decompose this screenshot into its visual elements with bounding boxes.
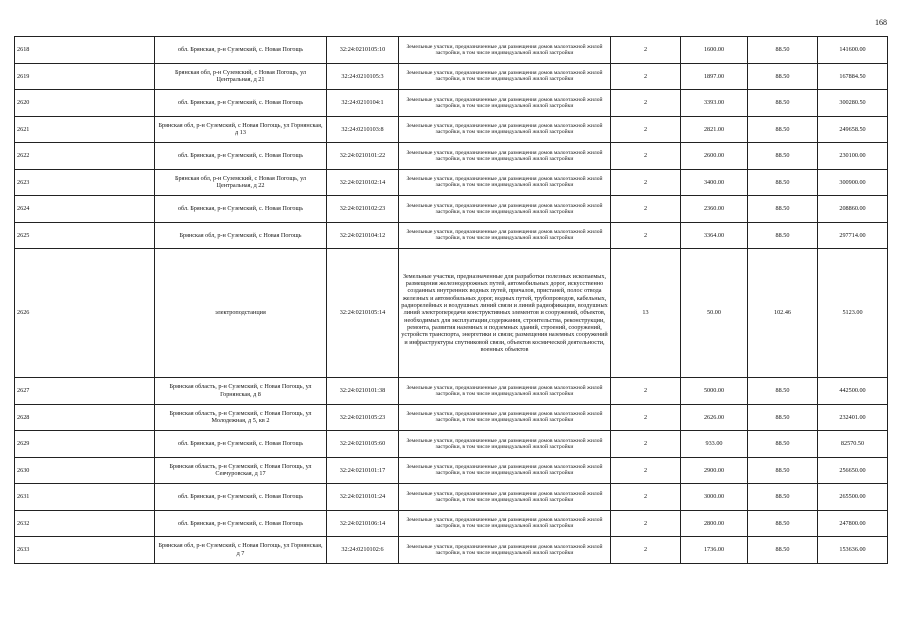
table-row xyxy=(15,143,888,170)
cadastral-number-cell: 32:24:0210101:17 xyxy=(327,457,399,484)
table-row xyxy=(15,484,888,511)
address-cell: обл. Брянская, р-н Суземский, с. Новая Погощь xyxy=(155,90,327,117)
cadastral-value-cell: 265500.00 xyxy=(818,484,888,511)
area-cell: 2626.00 xyxy=(681,404,748,431)
row-number-cell: 2628 xyxy=(15,404,155,431)
page-number: 168 xyxy=(875,18,887,27)
cadastral-number-cell: 32:24:0210101:38 xyxy=(327,378,399,405)
table-row xyxy=(15,404,888,431)
category-code-cell: 2 xyxy=(611,404,681,431)
cadastral-value-cell: 153636.00 xyxy=(818,537,888,564)
area-cell: 2821.00 xyxy=(681,116,748,143)
row-number-cell: 2623 xyxy=(15,169,155,196)
table-row xyxy=(15,537,888,564)
rate-cell: 88.50 xyxy=(748,143,818,170)
cadastral-value-cell: 5123.00 xyxy=(818,249,888,378)
cadastral-number-cell: 32:24:0210102:14 xyxy=(327,169,399,196)
rate-cell: 88.50 xyxy=(748,196,818,223)
row-number-cell: 2629 xyxy=(15,431,155,458)
cadastral-number-cell: 32:24:0210102:6 xyxy=(327,537,399,564)
table-row xyxy=(15,431,888,458)
address-cell: обл. Брянская, р-н Суземский, с. Новая Погощь xyxy=(155,37,327,64)
row-number-cell: 2620 xyxy=(15,90,155,117)
rate-cell: 88.50 xyxy=(748,90,818,117)
row-number-cell: 2624 xyxy=(15,196,155,223)
cadastral-number-cell: 32:24:0210102:23 xyxy=(327,196,399,223)
cadastral-value-cell: 167884.50 xyxy=(818,63,888,90)
rate-cell: 88.50 xyxy=(748,378,818,405)
table-row xyxy=(15,457,888,484)
category-code-cell: 13 xyxy=(611,249,681,378)
cadastral-value-cell: 230100.00 xyxy=(818,143,888,170)
cadastral-number-cell: 32:24:0210101:22 xyxy=(327,143,399,170)
category-code-cell: 2 xyxy=(611,143,681,170)
area-cell: 2600.00 xyxy=(681,143,748,170)
rate-cell: 88.50 xyxy=(748,484,818,511)
table-row xyxy=(15,510,888,537)
land-category-cell: Земельные участки, предназначенные для размещения домов малоэтажной жилой застройки, в том числе индивидуальной жилой застройки xyxy=(399,484,611,511)
land-category-cell: Земельные участки, предназначенные для размещения домов малоэтажной жилой застройки, в том числе индивидуальной жилой застройки xyxy=(399,63,611,90)
address-cell: Брянская область, р-н Суземский, с Новая Погощь, ул Горнянская, д 8 xyxy=(155,378,327,405)
area-cell: 2800.00 xyxy=(681,510,748,537)
land-category-cell: Земельные участки, предназначенные для размещения домов малоэтажной жилой застройки, в том числе индивидуальной жилой застройки xyxy=(399,143,611,170)
rate-cell: 88.50 xyxy=(748,537,818,564)
category-code-cell: 2 xyxy=(611,63,681,90)
cadastral-number-cell: 32:24:0210105:10 xyxy=(327,37,399,64)
cadastral-value-cell: 297714.00 xyxy=(818,222,888,249)
cadastral-number-cell: 32:24:0210103:8 xyxy=(327,116,399,143)
table-row xyxy=(15,249,888,378)
address-cell: Брянская обл, р-н Суземский, с Новая Погощь, ул Центральная, д 21 xyxy=(155,63,327,90)
cadastral-value-cell: 300900.00 xyxy=(818,169,888,196)
address-cell: электроподстанция xyxy=(155,249,327,378)
address-cell: обл. Брянская, р-н Суземский, с. Новая Погощь xyxy=(155,510,327,537)
rate-cell: 88.50 xyxy=(748,457,818,484)
land-category-cell: Земельные участки, предназначенные для размещения домов малоэтажной жилой застройки, в том числе индивидуальной жилой застройки xyxy=(399,537,611,564)
cadastral-value-cell: 208860.00 xyxy=(818,196,888,223)
cadastral-value-cell: 82570.50 xyxy=(818,431,888,458)
area-cell: 3400.00 xyxy=(681,169,748,196)
address-cell: Брянская обл, р-н Суземский, с Новая Погощь, ул Центральная, д 22 xyxy=(155,169,327,196)
row-number-cell: 2622 xyxy=(15,143,155,170)
cadastral-value-cell: 300280.50 xyxy=(818,90,888,117)
rate-cell: 88.50 xyxy=(748,169,818,196)
table-row xyxy=(15,196,888,223)
rate-cell: 88.50 xyxy=(748,510,818,537)
land-category-cell: Земельные участки, предназначенные для размещения домов малоэтажной жилой застройки, в том числе индивидуальной жилой застройки xyxy=(399,378,611,405)
land-category-cell: Земельные участки, предназначенные для размещения домов малоэтажной жилой застройки, в том числе индивидуальной жилой застройки xyxy=(399,510,611,537)
row-number-cell: 2619 xyxy=(15,63,155,90)
cadastral-number-cell: 32:24:0210101:24 xyxy=(327,484,399,511)
table-row xyxy=(15,169,888,196)
table-row xyxy=(15,378,888,405)
address-cell: обл. Брянская, р-н Суземский, с. Новая Погощь xyxy=(155,484,327,511)
rate-cell: 102.46 xyxy=(748,249,818,378)
cadastral-value-cell: 141600.00 xyxy=(818,37,888,64)
cadastral-number-cell: 32:24:0210105:23 xyxy=(327,404,399,431)
row-number-cell: 2630 xyxy=(15,457,155,484)
table-row xyxy=(15,90,888,117)
land-category-cell: Земельные участки, предназначенные для размещения домов малоэтажной жилой застройки, в том числе индивидуальной жилой застройки xyxy=(399,169,611,196)
address-cell: Брянская обл, р-н Суземский, с Новая Погощь, ул Горнянская, д 7 xyxy=(155,537,327,564)
row-number-cell: 2627 xyxy=(15,378,155,405)
rate-cell: 88.50 xyxy=(748,222,818,249)
category-code-cell: 2 xyxy=(611,90,681,117)
row-number-cell: 2618 xyxy=(15,37,155,64)
table-row xyxy=(15,37,888,64)
land-category-cell: Земельные участки, предназначенные для размещения домов малоэтажной жилой застройки, в том числе индивидуальной жилой застройки xyxy=(399,431,611,458)
row-number-cell: 2626 xyxy=(15,249,155,378)
address-cell: Брянская обл, р-н Суземский, с Новая Погощь, ул Горнянская, д 13 xyxy=(155,116,327,143)
address-cell: обл. Брянская, р-н Суземский, с. Новая Погощь xyxy=(155,196,327,223)
area-cell: 1897.00 xyxy=(681,63,748,90)
category-code-cell: 2 xyxy=(611,378,681,405)
cadastral-value-cell: 232401.00 xyxy=(818,404,888,431)
area-cell: 5000.00 xyxy=(681,378,748,405)
address-cell: Брянская область, р-н Суземский, с Новая Погощь, ул Севчуровская, д 17 xyxy=(155,457,327,484)
category-code-cell: 2 xyxy=(611,510,681,537)
category-code-cell: 2 xyxy=(611,537,681,564)
area-cell: 3364.00 xyxy=(681,222,748,249)
rate-cell: 88.50 xyxy=(748,404,818,431)
row-number-cell: 2625 xyxy=(15,222,155,249)
cadastral-value-cell: 442500.00 xyxy=(818,378,888,405)
land-category-cell: Земельные участки, предназначенные для размещения домов малоэтажной жилой застройки, в том числе индивидуальной жилой застройки xyxy=(399,37,611,64)
area-cell: 1600.00 xyxy=(681,37,748,64)
land-category-cell: Земельные участки, предназначенные для размещения домов малоэтажной жилой застройки, в том числе индивидуальной жилой застройки xyxy=(399,457,611,484)
cadastral-value-cell: 256650.00 xyxy=(818,457,888,484)
category-code-cell: 2 xyxy=(611,484,681,511)
row-number-cell: 2621 xyxy=(15,116,155,143)
category-code-cell: 2 xyxy=(611,457,681,484)
rate-cell: 88.50 xyxy=(748,431,818,458)
land-category-cell: Земельные участки, предназначенные для размещения домов малоэтажной жилой застройки, в том числе индивидуальной жилой застройки xyxy=(399,90,611,117)
category-code-cell: 2 xyxy=(611,196,681,223)
row-number-cell: 2633 xyxy=(15,537,155,564)
category-code-cell: 2 xyxy=(611,116,681,143)
cadastral-value-cell: 249658.50 xyxy=(818,116,888,143)
land-parcels-table xyxy=(14,36,888,564)
land-category-cell: Земельные участки, предназначенные для размещения домов малоэтажной жилой застройки, в том числе индивидуальной жилой застройки xyxy=(399,222,611,249)
area-cell: 3393.00 xyxy=(681,90,748,117)
category-code-cell: 2 xyxy=(611,169,681,196)
table-row xyxy=(15,63,888,90)
row-number-cell: 2632 xyxy=(15,510,155,537)
category-code-cell: 2 xyxy=(611,37,681,64)
category-code-cell: 2 xyxy=(611,431,681,458)
area-cell: 3000.00 xyxy=(681,484,748,511)
rate-cell: 88.50 xyxy=(748,37,818,64)
row-number-cell: 2631 xyxy=(15,484,155,511)
cadastral-number-cell: 32:24:0210105:3 xyxy=(327,63,399,90)
rate-cell: 88.50 xyxy=(748,63,818,90)
area-cell: 50.00 xyxy=(681,249,748,378)
table-row xyxy=(15,116,888,143)
cadastral-number-cell: 32:24:0210105:14 xyxy=(327,249,399,378)
cadastral-number-cell: 32:24:0210106:14 xyxy=(327,510,399,537)
cadastral-number-cell: 32:24:0210104:12 xyxy=(327,222,399,249)
category-code-cell: 2 xyxy=(611,222,681,249)
cadastral-value-cell: 247800.00 xyxy=(818,510,888,537)
area-cell: 1736.00 xyxy=(681,537,748,564)
area-cell: 933.00 xyxy=(681,431,748,458)
land-category-cell: Земельные участки, предназначенные для разработки полезных ископаемых, размещения железнодорожных путей, автомобильных дорог, искусственно созданных внутренних водных путей, причалов, пристаней, полос отвода железных и автомобильных дорог, водных путей, трубопроводов, кабельных, радиорелейных и воздушных линий связи и линий радиофикации, воздушных линий электропередачи конструктивных элементов и сооружений, объектов, необходимых для эксплуатации,содержания, строительства, реконструкции, ремонта, развития наземных и подземных зданий, строений, сооружений, устройств транспорта, энергетики и связи; размещения наземных сооружений и инфраструктуры спутниковой связи, объектов космической деятельности, военных объектов xyxy=(399,249,611,378)
land-category-cell: Земельные участки, предназначенные для размещения домов малоэтажной жилой застройки, в том числе индивидуальной жилой застройки xyxy=(399,404,611,431)
rate-cell: 88.50 xyxy=(748,116,818,143)
table-row xyxy=(15,222,888,249)
address-cell: Брянская область, р-н Суземский, с Новая Погощь, ул Молодежная, д 5, кв 2 xyxy=(155,404,327,431)
land-category-cell: Земельные участки, предназначенные для размещения домов малоэтажной жилой застройки, в том числе индивидуальной жилой застройки xyxy=(399,116,611,143)
address-cell: Брянская обл, р-н Суземский, с Новая Погощь xyxy=(155,222,327,249)
cadastral-number-cell: 32:24:0210105:60 xyxy=(327,431,399,458)
address-cell: обл. Брянская, р-н Суземский, с. Новая Погощь xyxy=(155,143,327,170)
address-cell: обл. Брянская, р-н Суземский, с. Новая Погощь xyxy=(155,431,327,458)
land-category-cell: Земельные участки, предназначенные для размещения домов малоэтажной жилой застройки, в том числе индивидуальной жилой застройки xyxy=(399,196,611,223)
area-cell: 2900.00 xyxy=(681,457,748,484)
area-cell: 2360.00 xyxy=(681,196,748,223)
cadastral-number-cell: 32:24:0210104:1 xyxy=(327,90,399,117)
